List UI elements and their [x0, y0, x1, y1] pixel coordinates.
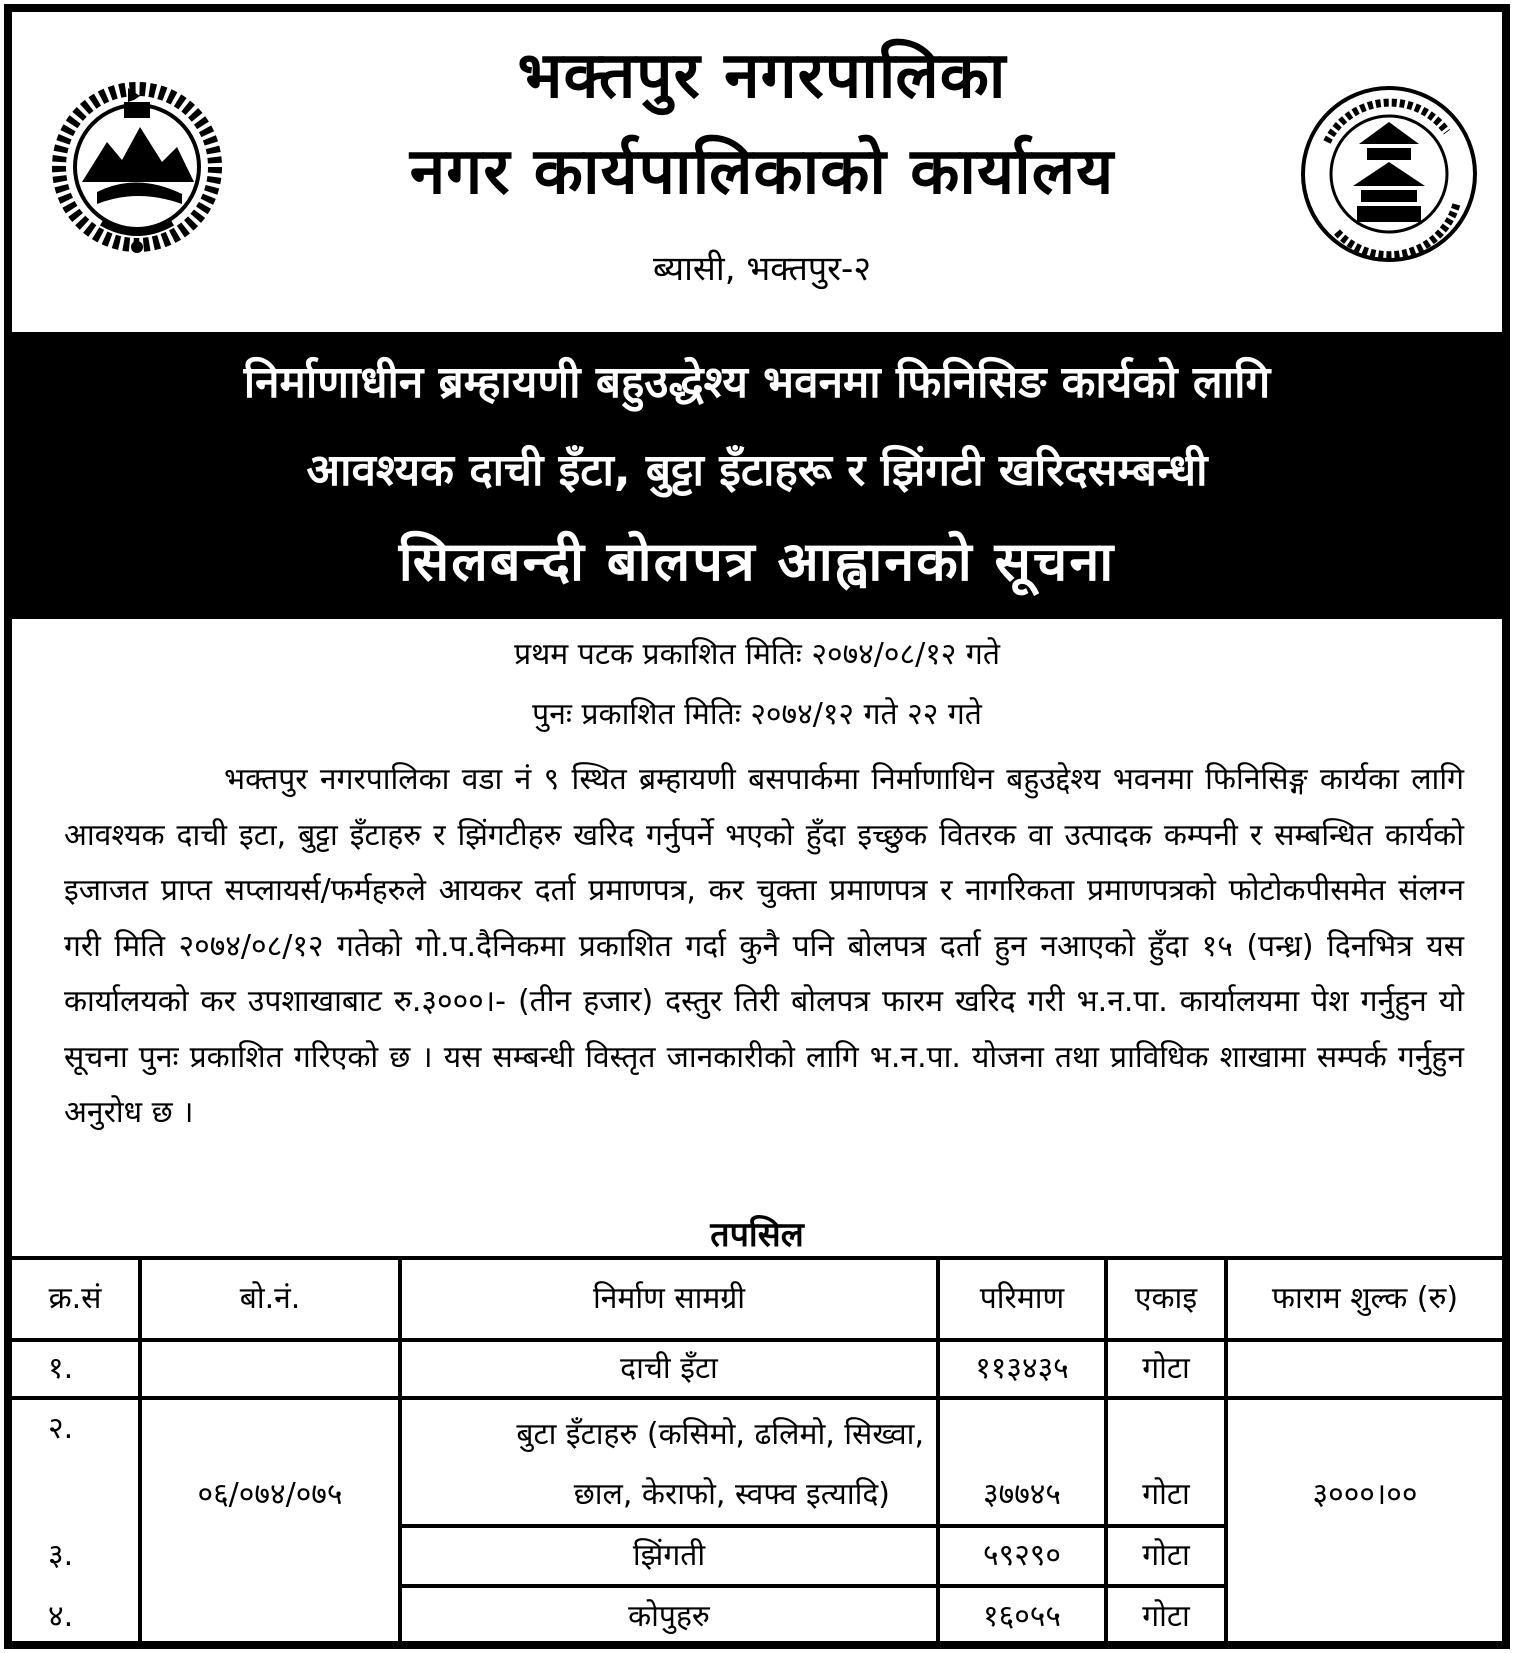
table-rule [12, 1396, 1502, 1400]
header-bid-no: बो.नं. [239, 1281, 301, 1316]
municipality-seal-icon [1297, 82, 1482, 267]
row-3-unit: गोटा [1142, 1538, 1190, 1573]
banner-line-3: सिलबन्दी बोलपत्र आह्वानको सूचना [398, 530, 1116, 593]
header-serial: क्र.सं [48, 1281, 102, 1316]
row-3-quantity: ५९२९० [983, 1538, 1061, 1573]
header-form-fee: फाराम शुल्क (रु) [1271, 1281, 1459, 1316]
office-title: नगर कार्यपालिकाको कार्यालय [409, 135, 1115, 209]
row-2-unit: गोटा [1142, 1477, 1190, 1512]
header-material: निर्माण सामग्री [592, 1281, 746, 1316]
row-3-serial: ३. [48, 1538, 74, 1573]
row-3-material: झिंगती [632, 1538, 706, 1573]
republication-date: पुनः प्रकाशित मितिः २०७४/१२ गते २२ गते [532, 697, 982, 732]
row-1-material: दाची इँटा [620, 1351, 718, 1386]
row-1-unit: गोटा [1142, 1351, 1190, 1386]
form-fee-amount: ३०००।०० [1312, 1477, 1418, 1512]
banner-line-1: निर्माणाधीन ब्रम्हायणी बहुउद्धेश्य भवनमा फिनिसिङ कार्यको लागि [243, 357, 1271, 408]
government-emblem-icon [42, 72, 232, 262]
row-4-serial: ४. [48, 1599, 74, 1634]
office-address: ब्यासी, भक्तपुर-२ [653, 249, 871, 289]
schedule-heading: तपसिल [710, 1215, 804, 1255]
row-2-material-line-2: छाल, केराफो, स्वफ्व इत्यादि) [573, 1477, 890, 1512]
row-2-serial: २. [48, 1411, 74, 1446]
row-2-material-line-1: बुटा इँटाहरु (कसिमो, ढलिमो, सिख्वा, [516, 1417, 924, 1452]
row-1-quantity: ११३४३५ [975, 1351, 1069, 1386]
notice-body: भक्तपुर नगरपालिका वडा नं ९ स्थित ब्रम्हायणी बसपार्कमा निर्माणाधिन बहुउद्देश्य भवनमा फिनिसिङ्ग कार्यका लागि आवश्यक दाची इटा, बुट्टा इँटाहरु र झिंगटीहरु खरिद गर्नुपर्ने भएको हुँदा इच्छुक वितरक वा उत्पादक कम्पनी र सम्बन्धित कार्यको इजाजत प्राप्त सप्लायर्स/फर्महरुले आयकर दर्ता प्रमाणपत्र, कर चुक्ता प्रमाणपत्र र नागरिकता प्रमाणपत्रको फोटोकपीसमेत संलग्न गरी मिति २०७४/०८/१२ गतेको गो.प.दैनिकमा प्रकाशित गर्दा कुनै पनि बोलपत्र दर्ता हुन नआएको हुँदा १५ (पन्ध्र) दिनभित्र यस कार्यालयको कर उपशाखाबाट रु.३०००।- (तीन हजार) दस्तुर तिरी बोलपत्र फारम खरिद गरी भ.न.पा. कार्यालयमा पेश गर्नुहुन यो सूचना पुनः प्रकाशित गरिएको छ । यस सम्बन्धी विस्तृत जानकारीको लागि भ.न.पा. योजना तथा प्राविधिक शाखामा सम्पर्क गर्नुहुन अनुरोध छ । [64, 762, 1464, 1130]
notice-sheet [4, 4, 1510, 1649]
row-1-serial: १. [48, 1351, 74, 1386]
bid-number: ०६/०७४/०७५ [197, 1477, 343, 1512]
row-2-quantity: ३७७४५ [983, 1477, 1061, 1512]
header-unit: एकाइ [1134, 1281, 1198, 1316]
notice-banner [12, 332, 1502, 619]
row-4-unit: गोटा [1142, 1599, 1190, 1634]
notice-header [12, 12, 1502, 332]
banner-line-2: आवश्यक दाची इँटा, बुट्टा इँटाहरू र झिंगटी खरिदसम्बन्धी [306, 445, 1208, 496]
first-publication-date: प्रथम पटक प्रकाशित मितिः २०७४/०८/१२ गते [514, 637, 1000, 672]
row-4-quantity: १६०५५ [983, 1599, 1061, 1634]
header-quantity: परिमाण [979, 1281, 1065, 1316]
row-4-material: कोपुहरु [628, 1599, 710, 1634]
municipality-title: भक्तपुर नगरपालिका [517, 39, 1007, 113]
